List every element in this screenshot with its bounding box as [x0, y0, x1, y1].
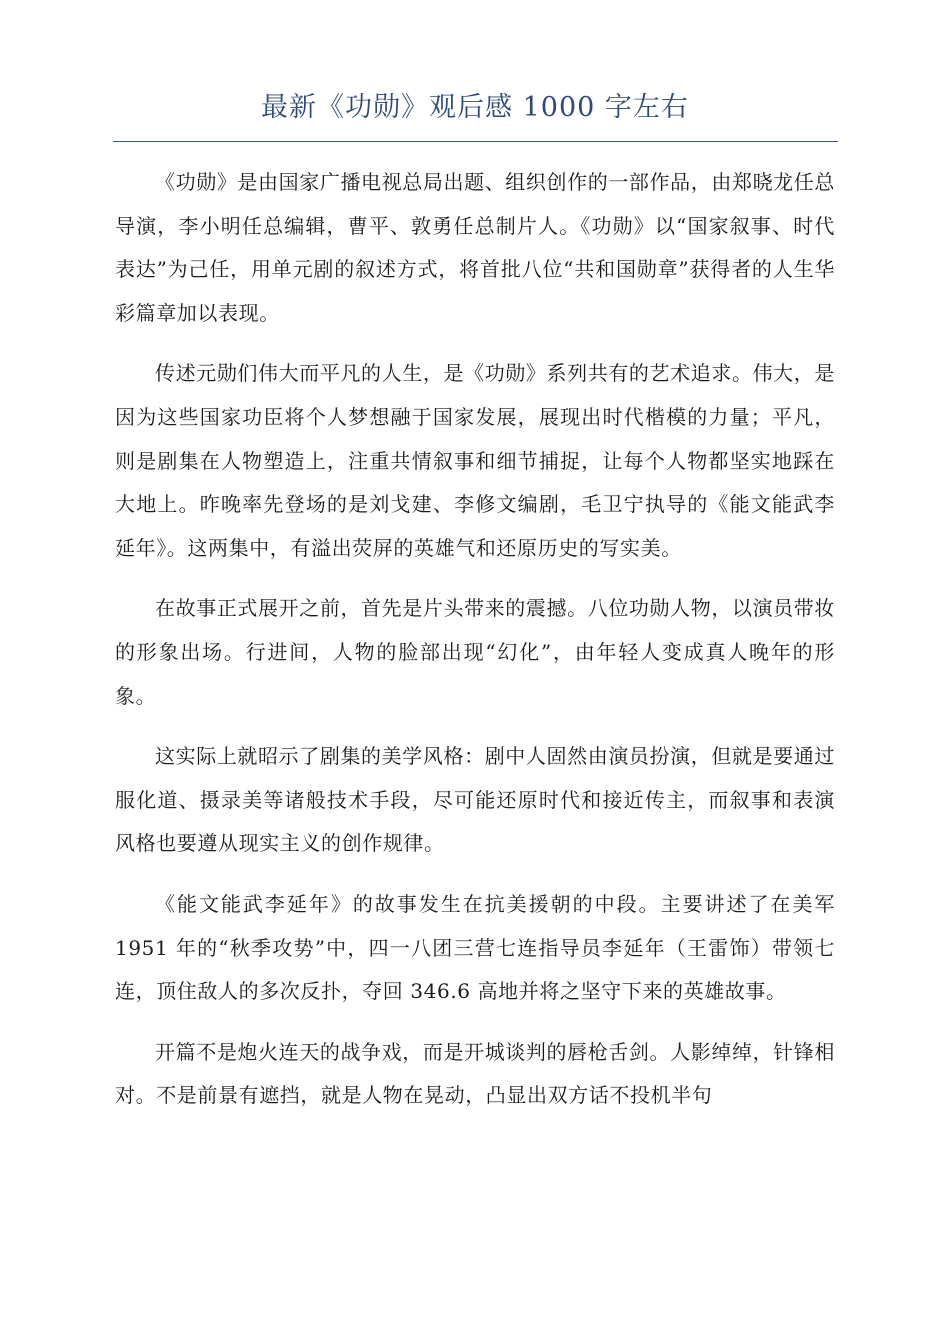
document-title: 最新《功勋》观后感 1000 字左右: [261, 92, 689, 123]
paragraph-6: 开篇不是炮火连天的战争戏，而是开城谈判的唇枪舌剑。人影绰绰，针锋相对。不是前景有遮挡，就是人物在晃动，凸显出双方话不投机半句: [115, 1039, 835, 1108]
paragraph-2: 传述元勋们伟大而平凡的人生，是《功勋》系列共有的艺术追求。伟大，是因为这些国家功臣将个人梦想融于国家发展，展现出时代楷模的力量；平凡，则是剧集在人物塑造上，注重共情叙事和细节捕捉，让每个人物都坚实地踩在大地上。昨晚率先登场的是刘戈建、李修文编剧，毛卫宁执导的《能文能武李延年》。这两集中，有溢出荧屏的英雄气和还原历史的写实美。: [115, 361, 835, 560]
paragraph-3: 在故事正式展开之前，首先是片头带来的震撼。八位功勋人物，以演员带妆的形象出场。行进间，人物的脸部出现“幻化”，由年轻人变成真人晚年的形象。: [115, 596, 835, 708]
paragraph-1: 《功勋》是由国家广播电视总局出题、组织创作的一部作品，由郑晓龙任总导演，李小明任总编辑，曹平、敦勇任总制片人。《功勋》以“国家叙事、时代表达”为己任，用单元剧的叙述方式，将首批八位“共和国勋章”获得者的人生华彩篇章加以表现。: [115, 170, 835, 325]
paragraph-5: 《能文能武李延年》的故事发生在抗美援朝的中段。主要讲述了在美军 1951 年的“秋季攻势”中，四一八团三营七连指导员李延年（王雷饰）带领七连，顶住敌人的多次反扑，夺回 346.6 高地并将之坚守下来的英雄故事。: [115, 891, 835, 1004]
paragraph-4: 这实际上就昭示了剧集的美学风格：剧中人固然由演员扮演，但就是要通过服化道、摄录美等诸般技术手段，尽可能还原时代和接近传主，而叙事和表演风格也要遵从现实主义的创作规律。: [115, 744, 835, 856]
title-divider: [113, 141, 838, 142]
document-body: [115, 161, 835, 1135]
